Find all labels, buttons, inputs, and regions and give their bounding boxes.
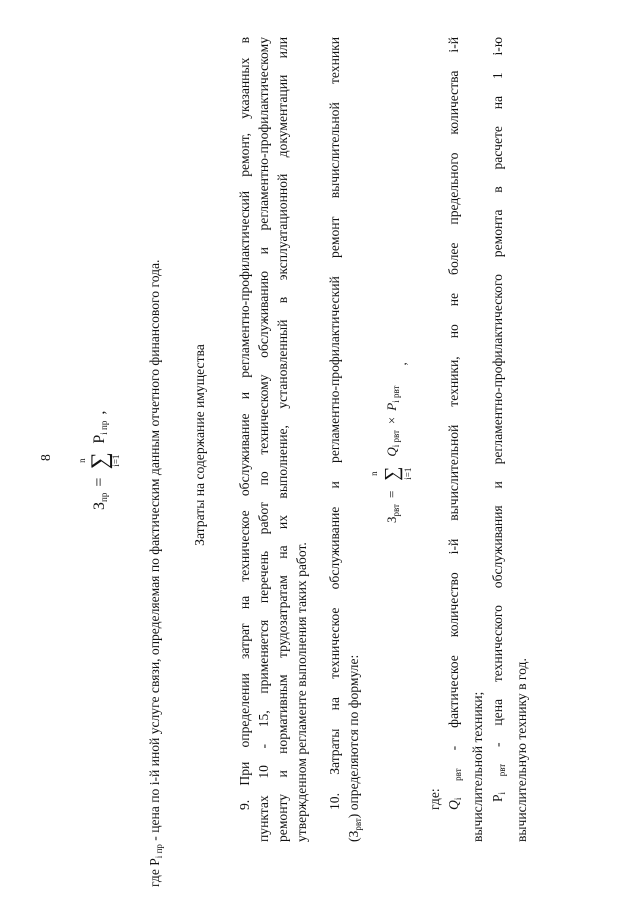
price-definition: где $P_{i пр}$ - цена по i-й иной услуге связи, определяемая по фактическим данным отчетного финансового года. [147, 259, 164, 887]
sum-symbol: n ∑ i=1 [369, 466, 413, 481]
definition-quantity: $Q_{i рвт}$ - фактическое количество i-й вычислительной техники, но не более предельного количества i-й вычислительной техники; [446, 37, 485, 842]
q-symbol: $Q_{i рвт}$ [446, 768, 463, 810]
formula2-p: $P_{i рвт}$ [383, 385, 401, 411]
formula-communication-costs [77, 410, 121, 510]
page-number: 8 [38, 454, 53, 461]
paragraph-10-line: 10. Затраты на техническое обслуживание и регламентно-профилактический ремонт вычислительной техники [327, 37, 342, 810]
formula1-equals: = [91, 477, 108, 487]
paragraph-10-line: $(З_{рвт})$ определяются по формуле: [346, 654, 363, 842]
formula2-times: × [384, 416, 399, 425]
sum-symbol: n ∑ i=1 [77, 452, 121, 470]
where-label: где: [427, 788, 442, 810]
formula2-lhs: $З_{рвт}$ [383, 504, 401, 523]
paragraph-9 [235, 37, 311, 842]
formula2-tail: , [394, 362, 409, 366]
paragraph-10 [325, 37, 368, 842]
definition-price: $P_{i рвт}$ - цена технического обслуживания и регламентно-профилактического ремонта в расчете на 1 i-ю вычислительную технику в год. [490, 37, 529, 842]
formula1-term: $P_{i пр}$ [91, 420, 109, 444]
formula2-q: $Q_{i рвт}$ [383, 430, 401, 457]
formula2-equals: = [384, 490, 399, 499]
section-heading: Затраты на содержание имущества [192, 344, 207, 546]
paragraph-9-line: ремонту и нормативным трудозатратам на их выполнение, установленный в эксплуатационной документации или [275, 37, 290, 842]
paragraph-9-line: утвержденном регламенте выполнения таких работ. [294, 542, 309, 842]
paragraph-9-line: пунктах 10 - 15, применяется перечень работ по техническому обслуживанию и регламентно-профилактическому [256, 37, 271, 842]
paragraph-9-line: 9. При определении затрат на техническое обслуживание и регламентно-профилактический ремонт, указанных в [237, 37, 252, 810]
formula1-lhs: $З_{пр}$ [91, 492, 109, 510]
formula1-tail: , [91, 410, 108, 415]
formula-maintenance-costs [369, 362, 413, 523]
p-symbol: $P_{i рвт}$ [490, 763, 507, 802]
